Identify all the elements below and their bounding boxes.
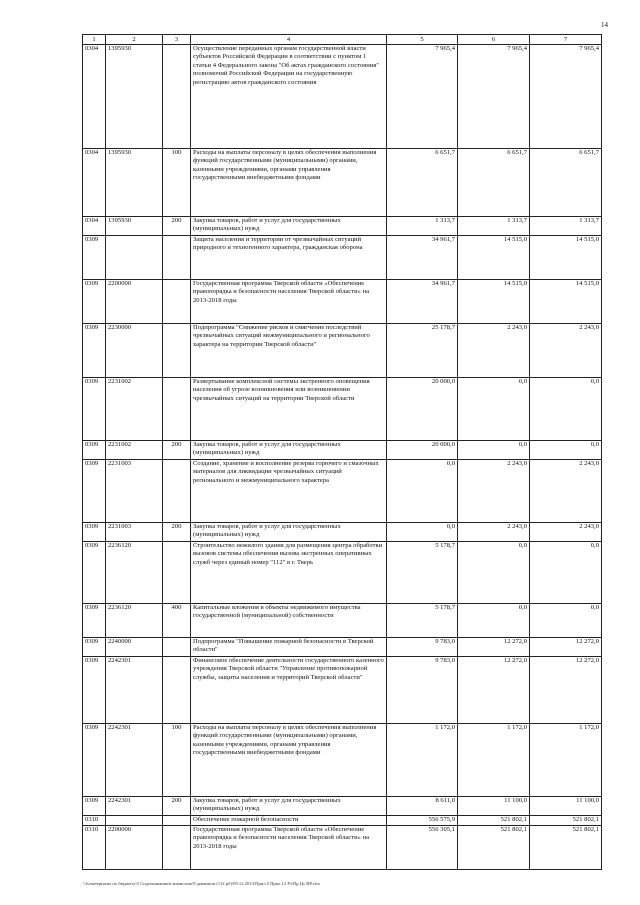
value-col5: 8 611,0 — [387, 797, 458, 816]
value-col7: 1 313,7 — [530, 217, 602, 236]
description: Расходы на выплаты персоналу в целях обеспечения выполнения функций государственными (муниципальными) органами, казенными учреждениями, органами управления государственными внебюджетными фондами — [191, 149, 387, 217]
value-col7: 0,0 — [530, 604, 602, 638]
value-col5: 7 965,4 — [387, 45, 458, 149]
section-code: 0309 — [83, 523, 106, 542]
description: Закупка товаров, работ и услуг для государственных (муниципальных) нужд — [191, 523, 387, 542]
table-row — [83, 657, 602, 724]
table-row — [83, 236, 602, 280]
target-code: 2236120 — [106, 542, 163, 604]
value-col6: 2 243,0 — [458, 324, 530, 378]
description: Закупка товаров, работ и услуг для государственных (муниципальных) нужд — [191, 797, 387, 816]
value-col5: 9 783,0 — [387, 638, 458, 657]
target-code: 1395930 — [106, 217, 163, 236]
expense-type — [163, 236, 191, 280]
value-col7: 521 802,1 — [530, 826, 602, 870]
value-col7: 12 272,0 — [530, 657, 602, 724]
section-code: 0309 — [83, 724, 106, 797]
section-code: 0309 — [83, 460, 106, 523]
expense-type — [163, 638, 191, 657]
value-col5: 20 000,0 — [387, 378, 458, 441]
value-col5: 1 313,7 — [387, 217, 458, 236]
header-row — [83, 35, 602, 45]
value-col7: 14 515,0 — [530, 280, 602, 324]
section-code: 0304 — [83, 217, 106, 236]
description: Государственная программа Тверской области «Обеспечение правопорядка и безопасности населения Тверской области» на 2013-2018 годы — [191, 280, 387, 324]
col-header-5: 5 — [387, 35, 458, 45]
value-col5: 20 000,0 — [387, 441, 458, 460]
value-col7: 1 172,0 — [530, 724, 602, 797]
table-row — [83, 724, 602, 797]
expense-type — [163, 378, 191, 441]
col-header-4: 4 — [191, 35, 387, 45]
value-col6: 12 272,0 — [458, 657, 530, 724]
value-col6: 0,0 — [458, 378, 530, 441]
description: Строительство нежилого здания для размещения центра обработки вызовов системы обеспечения вызова экстренных оперативных служб через единый номер "112" в г. Тверь — [191, 542, 387, 604]
description: Финансовое обеспечение деятельности государственного казенного учреждения Тверской области "Управление противопожарной службы, защиты населения и территорий Тверской области" — [191, 657, 387, 724]
table-row — [83, 324, 602, 378]
expense-type — [163, 826, 191, 870]
target-code: 2242301 — [106, 724, 163, 797]
description: Обеспечение пожарной безопасности — [191, 816, 387, 826]
value-col7: 14 515,0 — [530, 236, 602, 280]
description: Развертывание комплексной системы экстренного оповещения населения об угрозе возникновения или возникновении чрезвычайных ситуаций на территории Тверской области — [191, 378, 387, 441]
value-col6: 0,0 — [458, 604, 530, 638]
target-code: 2200000 — [106, 826, 163, 870]
expense-type — [163, 324, 191, 378]
target-code — [106, 236, 163, 280]
target-code: 1395930 — [106, 149, 163, 217]
table-row — [83, 816, 602, 826]
table-row — [83, 280, 602, 324]
target-code: 2230000 — [106, 324, 163, 378]
description: Расходы на выплаты персоналу в целях обеспечения выполнения функций государственными (муниципальными) органами, казенными учреждениями, органами управления государственными внебюджетными фондами — [191, 724, 387, 797]
value-col6: 0,0 — [458, 441, 530, 460]
value-col5: 5 178,7 — [387, 542, 458, 604]
col-header-2: 2 — [106, 35, 163, 45]
value-col6: 6 651,7 — [458, 149, 530, 217]
table-row — [83, 460, 602, 523]
value-col6: 7 965,4 — [458, 45, 530, 149]
value-col6: 0,0 — [458, 542, 530, 604]
budget-table — [82, 34, 602, 870]
section-code: 0304 — [83, 149, 106, 217]
value-col7: 2 243,0 — [530, 460, 602, 523]
target-code: 2231003 — [106, 460, 163, 523]
value-col5: 34 961,7 — [387, 236, 458, 280]
value-col6: 2 243,0 — [458, 523, 530, 542]
section-code: 0310 — [83, 826, 106, 870]
table-row — [83, 378, 602, 441]
expense-type — [163, 45, 191, 149]
value-col5: 5 178,7 — [387, 604, 458, 638]
description: Подпрограмма "Повышение пожарной безопасности в Тверской области" — [191, 638, 387, 657]
target-code: 2231002 — [106, 378, 163, 441]
description: Государственная программа Тверской области «Обеспечение правопорядка и безопасности населения Тверской области» на 2013-2018 годы — [191, 826, 387, 870]
description: Создание, хранение и восполнение резерва горючего и смазочных материалов для ликвидации чрезвычайных ситуаций регионального и межмуниципального характера — [191, 460, 387, 523]
target-code: 1395930 — [106, 45, 163, 149]
table-row — [83, 217, 602, 236]
expense-type — [163, 657, 191, 724]
value-col7: 6 651,7 — [530, 149, 602, 217]
expense-type: 200 — [163, 523, 191, 542]
value-col7: 12 272,0 — [530, 638, 602, 657]
value-col6: 521 802,1 — [458, 816, 530, 826]
table-row — [83, 523, 602, 542]
table-row — [83, 149, 602, 217]
table-row — [83, 542, 602, 604]
description: Подпрограмма "Снижение рисков и смягчение последствий чрезвычайных ситуаций межмуниципального и регионального характера на территории Тверской области" — [191, 324, 387, 378]
description: Закупка товаров, работ и услуг для государственных (муниципальных) нужд — [191, 441, 387, 460]
col-header-3: 3 — [163, 35, 191, 45]
value-col6: 11 100,0 — [458, 797, 530, 816]
expense-type: 200 — [163, 217, 191, 236]
value-col5: 0,0 — [387, 460, 458, 523]
table-row — [83, 45, 602, 149]
value-col5: 34 961,7 — [387, 280, 458, 324]
section-code: 0304 — [83, 45, 106, 149]
value-col5: 1 172,0 — [387, 724, 458, 797]
value-col7: 7 965,4 — [530, 45, 602, 149]
target-code: 2242301 — [106, 797, 163, 816]
table-row — [83, 441, 602, 460]
value-col5: 9 783,0 — [387, 657, 458, 724]
section-code: 0309 — [83, 797, 106, 816]
section-code: 0309 — [83, 378, 106, 441]
table-row — [83, 826, 602, 870]
expense-type: 200 — [163, 797, 191, 816]
value-col5: 6 651,7 — [387, 149, 458, 217]
table-row — [83, 797, 602, 816]
col-header-6: 6 — [458, 35, 530, 45]
expense-type — [163, 816, 191, 826]
target-code: 2231002 — [106, 441, 163, 460]
value-col6: 14 515,0 — [458, 280, 530, 324]
target-code: 2200000 — [106, 280, 163, 324]
value-col7: 521 802,1 — [530, 816, 602, 826]
table-row — [83, 604, 602, 638]
section-code: 0310 — [83, 816, 106, 826]
expense-type: 100 — [163, 724, 191, 797]
expense-type: 100 — [163, 149, 191, 217]
target-code — [106, 816, 163, 826]
section-code: 0309 — [83, 236, 106, 280]
value-col7: 11 100,0 — [530, 797, 602, 816]
table-row — [83, 638, 602, 657]
section-code: 0309 — [83, 604, 106, 638]
target-code: 2240000 — [106, 638, 163, 657]
description: Капитальные вложения в объекты недвижимого имущества государственной (муниципальной) собственности — [191, 604, 387, 638]
value-col5: 556 575,9 — [387, 816, 458, 826]
expense-type — [163, 280, 191, 324]
target-code: 2242301 — [106, 657, 163, 724]
value-col5: 556 305,1 — [387, 826, 458, 870]
description: Защита населения и территории от чрезвычайных ситуаций природного и техногенного характера, гражданская оборона — [191, 236, 387, 280]
target-code: 2236120 — [106, 604, 163, 638]
value-col7: 2 243,0 — [530, 523, 602, 542]
value-col6: 521 802,1 — [458, 826, 530, 870]
value-col5: 0,0 — [387, 523, 458, 542]
section-code: 0309 — [83, 542, 106, 604]
value-col7: 0,0 — [530, 378, 602, 441]
section-code: 0309 — [83, 657, 106, 724]
value-col6: 12 272,0 — [458, 638, 530, 657]
expense-type — [163, 542, 191, 604]
expense-type: 400 — [163, 604, 191, 638]
expense-type: 200 — [163, 441, 191, 460]
section-code: 0309 — [83, 280, 106, 324]
value-col7: 0,0 — [530, 441, 602, 460]
section-code: 0309 — [83, 638, 106, 657]
value-col6: 2 243,0 — [458, 460, 530, 523]
page-number: 14 — [601, 21, 608, 29]
value-col5: 25 178,7 — [387, 324, 458, 378]
description: Закупка товаров, работ и услуг для государственных (муниципальных) нужд — [191, 217, 387, 236]
description: Осуществление переданных органам государственной власти субъектов Российской Федерации в соответствии с пунктом 1 статьи 4 Федерального закона "Об актах гражданского состояния" полномочий Российской Федерации на государственную регистрацию актов гражданского состояния — [191, 45, 387, 149]
section-code: 0309 — [83, 441, 106, 460]
value-col6: 1 172,0 — [458, 724, 530, 797]
value-col7: 0,0 — [530, 542, 602, 604]
section-code: 0309 — [83, 324, 106, 378]
col-header-7: 7 — [530, 35, 602, 45]
target-code: 2231003 — [106, 523, 163, 542]
col-header-1: 1 — [83, 35, 106, 45]
value-col6: 14 515,0 — [458, 236, 530, 280]
expense-type — [163, 460, 191, 523]
file-path-footer: \\fs\материалы по бюджету\5 Сидельникова\в комиссию\9 дивизион (112 рб)\09.12.2013\Прил.5 Прил.12 Рз/Пр.Цс.ВР.xlsx — [83, 881, 321, 886]
value-col7: 2 243,0 — [530, 324, 602, 378]
value-col6: 1 313,7 — [458, 217, 530, 236]
